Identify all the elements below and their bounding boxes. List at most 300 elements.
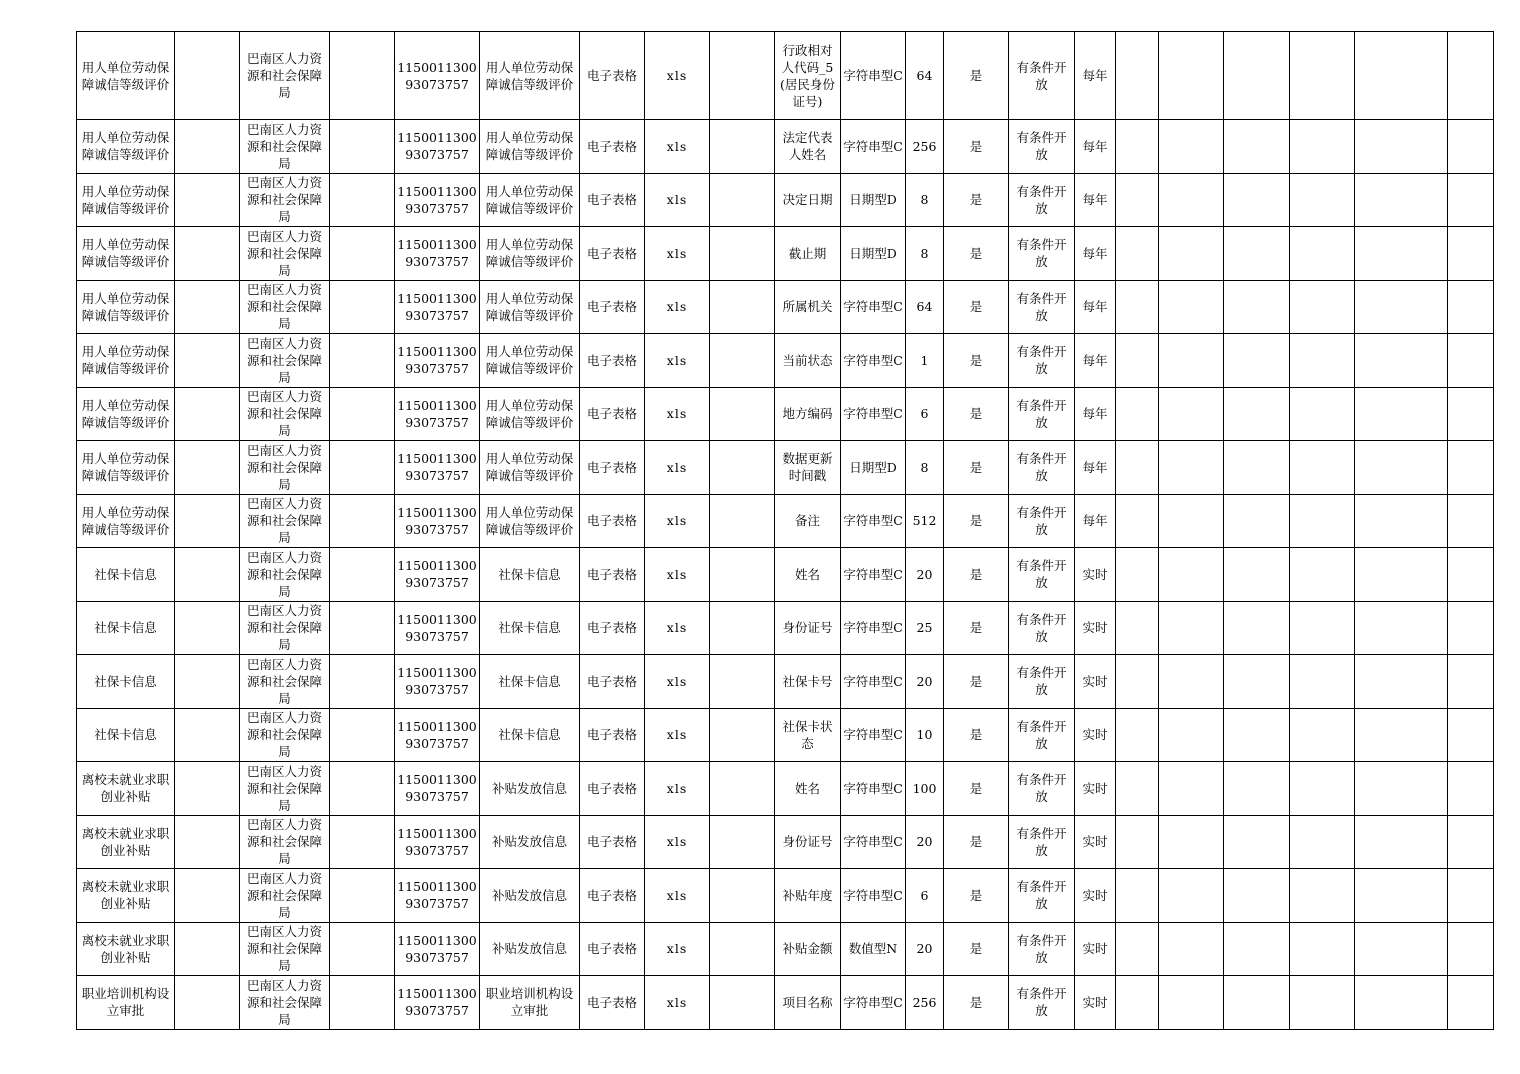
data-resource-table (76, 31, 1494, 1030)
cell-col-blank-7 (1290, 120, 1355, 174)
cell-col-blank-1 (175, 387, 240, 441)
cell-data-type: 日期型D (841, 173, 906, 227)
cell-col-blank-7 (1290, 869, 1355, 923)
cell-file-format: xls (645, 708, 710, 762)
cell-field-name: 当前状态 (775, 334, 841, 388)
cell-field-length: 1 (906, 334, 944, 388)
cell-data-type: 日期型D (841, 441, 906, 495)
cell-col-blank-4 (1116, 387, 1159, 441)
cell-col-blank-1 (175, 869, 240, 923)
cell-col-blank-8 (1355, 32, 1448, 120)
cell-resource-name: 职业培训机构设立审批 (77, 976, 175, 1030)
cell-col-blank-7 (1290, 601, 1355, 655)
cell-col-blank-8 (1355, 708, 1448, 762)
cell-col-blank-2 (330, 173, 395, 227)
cell-field-length: 8 (906, 173, 944, 227)
cell-dept-code: 115001130093073757 (395, 655, 480, 709)
cell-is-required: 是 (944, 334, 1009, 388)
table-row (77, 227, 1494, 281)
cell-resource-name: 用人单位劳动保障诚信等级评价 (77, 120, 175, 174)
cell-info-item-name: 补贴发放信息 (480, 922, 580, 976)
cell-col-blank-4 (1116, 976, 1159, 1030)
cell-file-format: xls (645, 32, 710, 120)
cell-col-blank-6 (1224, 655, 1290, 709)
cell-format-type: 电子表格 (580, 441, 645, 495)
cell-col-blank-9 (1448, 762, 1494, 816)
cell-update-cycle: 实时 (1075, 922, 1116, 976)
cell-format-type: 电子表格 (580, 227, 645, 281)
cell-col-blank-8 (1355, 120, 1448, 174)
cell-col-blank-6 (1224, 762, 1290, 816)
cell-col-blank-4 (1116, 280, 1159, 334)
cell-field-name: 截止期 (775, 227, 841, 281)
cell-col-blank-9 (1448, 601, 1494, 655)
cell-col-blank-3 (710, 548, 775, 602)
cell-info-item-name: 社保卡信息 (480, 601, 580, 655)
cell-dept-code: 115001130093073757 (395, 762, 480, 816)
cell-data-type: 数值型N (841, 922, 906, 976)
cell-field-length: 20 (906, 655, 944, 709)
cell-field-name: 行政相对人代码_5(居民身份证号) (775, 32, 841, 120)
table-row (77, 32, 1494, 120)
cell-col-blank-8 (1355, 922, 1448, 976)
cell-col-blank-2 (330, 922, 395, 976)
cell-update-cycle: 实时 (1075, 601, 1116, 655)
cell-provider-dept: 巴南区人力资源和社会保障局 (240, 922, 330, 976)
cell-col-blank-8 (1355, 387, 1448, 441)
cell-col-blank-1 (175, 655, 240, 709)
cell-update-cycle: 实时 (1075, 548, 1116, 602)
cell-col-blank-2 (330, 869, 395, 923)
cell-field-length: 512 (906, 494, 944, 548)
cell-resource-name: 用人单位劳动保障诚信等级评价 (77, 494, 175, 548)
cell-field-name: 补贴年度 (775, 869, 841, 923)
cell-data-type: 字符串型C (841, 334, 906, 388)
cell-field-name: 所属机关 (775, 280, 841, 334)
cell-provider-dept: 巴南区人力资源和社会保障局 (240, 708, 330, 762)
cell-col-blank-3 (710, 32, 775, 120)
cell-col-blank-3 (710, 708, 775, 762)
cell-col-blank-6 (1224, 869, 1290, 923)
cell-update-cycle: 实时 (1075, 762, 1116, 816)
cell-col-blank-3 (710, 120, 775, 174)
cell-format-type: 电子表格 (580, 120, 645, 174)
cell-provider-dept: 巴南区人力资源和社会保障局 (240, 869, 330, 923)
cell-col-blank-3 (710, 976, 775, 1030)
cell-update-cycle: 每年 (1075, 173, 1116, 227)
cell-col-blank-9 (1448, 869, 1494, 923)
table-row (77, 173, 1494, 227)
cell-col-blank-3 (710, 494, 775, 548)
cell-format-type: 电子表格 (580, 708, 645, 762)
cell-update-cycle: 每年 (1075, 120, 1116, 174)
cell-info-item-name: 用人单位劳动保障诚信等级评价 (480, 441, 580, 495)
cell-is-required: 是 (944, 869, 1009, 923)
cell-col-blank-3 (710, 762, 775, 816)
cell-update-cycle: 每年 (1075, 441, 1116, 495)
cell-format-type: 电子表格 (580, 334, 645, 388)
cell-format-type: 电子表格 (580, 762, 645, 816)
cell-dept-code: 115001130093073757 (395, 869, 480, 923)
cell-col-blank-8 (1355, 494, 1448, 548)
cell-col-blank-5 (1159, 815, 1224, 869)
cell-file-format: xls (645, 280, 710, 334)
cell-file-format: xls (645, 173, 710, 227)
cell-is-required: 是 (944, 173, 1009, 227)
cell-format-type: 电子表格 (580, 548, 645, 602)
cell-is-required: 是 (944, 387, 1009, 441)
cell-update-cycle: 每年 (1075, 387, 1116, 441)
cell-data-type: 字符串型C (841, 494, 906, 548)
cell-file-format: xls (645, 869, 710, 923)
cell-col-blank-8 (1355, 815, 1448, 869)
cell-col-blank-9 (1448, 655, 1494, 709)
cell-dept-code: 115001130093073757 (395, 387, 480, 441)
cell-open-type: 有条件开放 (1009, 548, 1075, 602)
table-row (77, 494, 1494, 548)
cell-col-blank-5 (1159, 708, 1224, 762)
cell-open-type: 有条件开放 (1009, 173, 1075, 227)
cell-col-blank-2 (330, 441, 395, 495)
cell-data-type: 字符串型C (841, 762, 906, 816)
cell-col-blank-1 (175, 762, 240, 816)
cell-file-format: xls (645, 922, 710, 976)
cell-col-blank-6 (1224, 548, 1290, 602)
cell-field-name: 法定代表人姓名 (775, 120, 841, 174)
cell-info-item-name: 补贴发放信息 (480, 869, 580, 923)
cell-info-item-name: 用人单位劳动保障诚信等级评价 (480, 227, 580, 281)
cell-provider-dept: 巴南区人力资源和社会保障局 (240, 655, 330, 709)
table-row (77, 708, 1494, 762)
cell-col-blank-3 (710, 173, 775, 227)
cell-col-blank-6 (1224, 32, 1290, 120)
cell-col-blank-4 (1116, 548, 1159, 602)
cell-open-type: 有条件开放 (1009, 32, 1075, 120)
cell-col-blank-7 (1290, 976, 1355, 1030)
cell-col-blank-9 (1448, 815, 1494, 869)
cell-col-blank-4 (1116, 922, 1159, 976)
cell-is-required: 是 (944, 441, 1009, 495)
cell-open-type: 有条件开放 (1009, 869, 1075, 923)
cell-field-length: 100 (906, 762, 944, 816)
cell-provider-dept: 巴南区人力资源和社会保障局 (240, 334, 330, 388)
cell-dept-code: 115001130093073757 (395, 227, 480, 281)
cell-col-blank-9 (1448, 976, 1494, 1030)
cell-col-blank-4 (1116, 869, 1159, 923)
cell-col-blank-6 (1224, 815, 1290, 869)
cell-info-item-name: 社保卡信息 (480, 548, 580, 602)
cell-is-required: 是 (944, 976, 1009, 1030)
cell-update-cycle: 每年 (1075, 280, 1116, 334)
table-row (77, 655, 1494, 709)
cell-is-required: 是 (944, 280, 1009, 334)
table-body (77, 32, 1494, 1030)
cell-file-format: xls (645, 601, 710, 655)
cell-resource-name: 用人单位劳动保障诚信等级评价 (77, 227, 175, 281)
cell-col-blank-7 (1290, 334, 1355, 388)
cell-field-length: 10 (906, 708, 944, 762)
cell-info-item-name: 补贴发放信息 (480, 815, 580, 869)
cell-col-blank-4 (1116, 601, 1159, 655)
cell-col-blank-3 (710, 815, 775, 869)
cell-is-required: 是 (944, 227, 1009, 281)
cell-col-blank-9 (1448, 708, 1494, 762)
table-row (77, 387, 1494, 441)
cell-info-item-name: 用人单位劳动保障诚信等级评价 (480, 334, 580, 388)
cell-col-blank-8 (1355, 655, 1448, 709)
cell-info-item-name: 用人单位劳动保障诚信等级评价 (480, 494, 580, 548)
cell-col-blank-1 (175, 494, 240, 548)
cell-col-blank-8 (1355, 869, 1448, 923)
cell-col-blank-4 (1116, 32, 1159, 120)
cell-resource-name: 社保卡信息 (77, 601, 175, 655)
cell-resource-name: 用人单位劳动保障诚信等级评价 (77, 387, 175, 441)
cell-col-blank-4 (1116, 494, 1159, 548)
cell-col-blank-3 (710, 441, 775, 495)
cell-dept-code: 115001130093073757 (395, 334, 480, 388)
cell-update-cycle: 实时 (1075, 655, 1116, 709)
cell-col-blank-7 (1290, 32, 1355, 120)
cell-open-type: 有条件开放 (1009, 441, 1075, 495)
cell-col-blank-3 (710, 227, 775, 281)
cell-field-name: 补贴金额 (775, 922, 841, 976)
cell-field-name: 决定日期 (775, 173, 841, 227)
cell-provider-dept: 巴南区人力资源和社会保障局 (240, 976, 330, 1030)
cell-provider-dept: 巴南区人力资源和社会保障局 (240, 280, 330, 334)
cell-col-blank-6 (1224, 334, 1290, 388)
cell-col-blank-6 (1224, 227, 1290, 281)
cell-col-blank-6 (1224, 387, 1290, 441)
cell-update-cycle: 实时 (1075, 815, 1116, 869)
table-row (77, 441, 1494, 495)
cell-resource-name: 用人单位劳动保障诚信等级评价 (77, 441, 175, 495)
cell-col-blank-8 (1355, 762, 1448, 816)
cell-col-blank-3 (710, 922, 775, 976)
cell-field-length: 20 (906, 815, 944, 869)
cell-file-format: xls (645, 976, 710, 1030)
cell-col-blank-4 (1116, 655, 1159, 709)
cell-format-type: 电子表格 (580, 280, 645, 334)
cell-is-required: 是 (944, 494, 1009, 548)
cell-provider-dept: 巴南区人力资源和社会保障局 (240, 32, 330, 120)
cell-open-type: 有条件开放 (1009, 922, 1075, 976)
cell-col-blank-7 (1290, 922, 1355, 976)
cell-update-cycle: 每年 (1075, 334, 1116, 388)
cell-col-blank-5 (1159, 922, 1224, 976)
cell-col-blank-9 (1448, 173, 1494, 227)
cell-resource-name: 离校未就业求职创业补贴 (77, 762, 175, 816)
cell-file-format: xls (645, 655, 710, 709)
cell-file-format: xls (645, 441, 710, 495)
cell-col-blank-1 (175, 173, 240, 227)
cell-provider-dept: 巴南区人力资源和社会保障局 (240, 173, 330, 227)
cell-col-blank-7 (1290, 762, 1355, 816)
cell-col-blank-2 (330, 227, 395, 281)
cell-is-required: 是 (944, 548, 1009, 602)
cell-is-required: 是 (944, 815, 1009, 869)
cell-col-blank-9 (1448, 120, 1494, 174)
cell-col-blank-1 (175, 815, 240, 869)
cell-open-type: 有条件开放 (1009, 280, 1075, 334)
cell-field-name: 身份证号 (775, 601, 841, 655)
cell-field-length: 20 (906, 548, 944, 602)
cell-file-format: xls (645, 334, 710, 388)
cell-field-name: 姓名 (775, 548, 841, 602)
cell-col-blank-1 (175, 280, 240, 334)
cell-col-blank-5 (1159, 976, 1224, 1030)
cell-col-blank-1 (175, 334, 240, 388)
cell-col-blank-2 (330, 280, 395, 334)
cell-col-blank-8 (1355, 548, 1448, 602)
cell-field-length: 64 (906, 32, 944, 120)
cell-col-blank-2 (330, 334, 395, 388)
cell-resource-name: 用人单位劳动保障诚信等级评价 (77, 334, 175, 388)
cell-col-blank-6 (1224, 708, 1290, 762)
cell-resource-name: 离校未就业求职创业补贴 (77, 922, 175, 976)
cell-col-blank-5 (1159, 655, 1224, 709)
cell-file-format: xls (645, 494, 710, 548)
cell-info-item-name: 用人单位劳动保障诚信等级评价 (480, 280, 580, 334)
cell-field-length: 8 (906, 227, 944, 281)
cell-col-blank-8 (1355, 601, 1448, 655)
cell-is-required: 是 (944, 32, 1009, 120)
cell-format-type: 电子表格 (580, 32, 645, 120)
cell-open-type: 有条件开放 (1009, 494, 1075, 548)
cell-update-cycle: 每年 (1075, 227, 1116, 281)
cell-col-blank-9 (1448, 227, 1494, 281)
cell-file-format: xls (645, 815, 710, 869)
cell-col-blank-2 (330, 815, 395, 869)
cell-col-blank-4 (1116, 334, 1159, 388)
cell-dept-code: 115001130093073757 (395, 280, 480, 334)
cell-col-blank-1 (175, 548, 240, 602)
cell-data-type: 字符串型C (841, 655, 906, 709)
cell-data-type: 日期型D (841, 227, 906, 281)
cell-col-blank-6 (1224, 173, 1290, 227)
cell-data-type: 字符串型C (841, 280, 906, 334)
cell-col-blank-2 (330, 120, 395, 174)
cell-col-blank-4 (1116, 441, 1159, 495)
cell-provider-dept: 巴南区人力资源和社会保障局 (240, 387, 330, 441)
table-row (77, 762, 1494, 816)
cell-col-blank-5 (1159, 173, 1224, 227)
cell-col-blank-6 (1224, 280, 1290, 334)
cell-file-format: xls (645, 227, 710, 281)
table-row (77, 280, 1494, 334)
cell-col-blank-3 (710, 655, 775, 709)
cell-col-blank-2 (330, 762, 395, 816)
cell-col-blank-7 (1290, 655, 1355, 709)
cell-field-length: 25 (906, 601, 944, 655)
cell-col-blank-6 (1224, 120, 1290, 174)
cell-col-blank-5 (1159, 601, 1224, 655)
cell-format-type: 电子表格 (580, 815, 645, 869)
cell-resource-name: 社保卡信息 (77, 708, 175, 762)
cell-update-cycle: 实时 (1075, 708, 1116, 762)
cell-col-blank-4 (1116, 708, 1159, 762)
table-row (77, 869, 1494, 923)
cell-format-type: 电子表格 (580, 655, 645, 709)
cell-is-required: 是 (944, 655, 1009, 709)
cell-col-blank-1 (175, 976, 240, 1030)
cell-file-format: xls (645, 120, 710, 174)
cell-col-blank-2 (330, 32, 395, 120)
cell-open-type: 有条件开放 (1009, 976, 1075, 1030)
cell-open-type: 有条件开放 (1009, 762, 1075, 816)
cell-col-blank-5 (1159, 120, 1224, 174)
cell-col-blank-7 (1290, 494, 1355, 548)
cell-dept-code: 115001130093073757 (395, 548, 480, 602)
cell-col-blank-9 (1448, 280, 1494, 334)
cell-dept-code: 115001130093073757 (395, 494, 480, 548)
cell-col-blank-1 (175, 601, 240, 655)
cell-col-blank-2 (330, 708, 395, 762)
cell-info-item-name: 用人单位劳动保障诚信等级评价 (480, 120, 580, 174)
cell-open-type: 有条件开放 (1009, 815, 1075, 869)
table-row (77, 548, 1494, 602)
cell-col-blank-2 (330, 601, 395, 655)
cell-provider-dept: 巴南区人力资源和社会保障局 (240, 815, 330, 869)
cell-col-blank-7 (1290, 387, 1355, 441)
cell-open-type: 有条件开放 (1009, 334, 1075, 388)
cell-open-type: 有条件开放 (1009, 708, 1075, 762)
cell-resource-name: 用人单位劳动保障诚信等级评价 (77, 280, 175, 334)
cell-col-blank-7 (1290, 708, 1355, 762)
cell-is-required: 是 (944, 708, 1009, 762)
cell-col-blank-2 (330, 655, 395, 709)
cell-update-cycle: 每年 (1075, 32, 1116, 120)
cell-col-blank-6 (1224, 601, 1290, 655)
cell-is-required: 是 (944, 762, 1009, 816)
cell-col-blank-9 (1448, 548, 1494, 602)
cell-col-blank-3 (710, 334, 775, 388)
cell-resource-name: 离校未就业求职创业补贴 (77, 815, 175, 869)
cell-col-blank-4 (1116, 173, 1159, 227)
cell-col-blank-8 (1355, 441, 1448, 495)
cell-dept-code: 115001130093073757 (395, 708, 480, 762)
cell-field-name: 姓名 (775, 762, 841, 816)
cell-update-cycle: 每年 (1075, 494, 1116, 548)
cell-col-blank-7 (1290, 173, 1355, 227)
cell-info-item-name: 补贴发放信息 (480, 762, 580, 816)
cell-field-length: 6 (906, 869, 944, 923)
cell-file-format: xls (645, 548, 710, 602)
cell-col-blank-5 (1159, 32, 1224, 120)
table-row (77, 976, 1494, 1030)
cell-provider-dept: 巴南区人力资源和社会保障局 (240, 494, 330, 548)
cell-provider-dept: 巴南区人力资源和社会保障局 (240, 601, 330, 655)
cell-col-blank-5 (1159, 227, 1224, 281)
cell-col-blank-5 (1159, 387, 1224, 441)
cell-col-blank-9 (1448, 387, 1494, 441)
cell-open-type: 有条件开放 (1009, 601, 1075, 655)
cell-dept-code: 115001130093073757 (395, 173, 480, 227)
cell-dept-code: 115001130093073757 (395, 922, 480, 976)
cell-resource-name: 社保卡信息 (77, 655, 175, 709)
cell-data-type: 字符串型C (841, 976, 906, 1030)
cell-field-length: 20 (906, 922, 944, 976)
cell-col-blank-6 (1224, 976, 1290, 1030)
cell-col-blank-9 (1448, 494, 1494, 548)
cell-data-type: 字符串型C (841, 601, 906, 655)
cell-col-blank-2 (330, 494, 395, 548)
cell-info-item-name: 用人单位劳动保障诚信等级评价 (480, 173, 580, 227)
cell-info-item-name: 社保卡信息 (480, 708, 580, 762)
cell-data-type: 字符串型C (841, 708, 906, 762)
cell-update-cycle: 实时 (1075, 869, 1116, 923)
cell-col-blank-8 (1355, 227, 1448, 281)
cell-col-blank-9 (1448, 441, 1494, 495)
